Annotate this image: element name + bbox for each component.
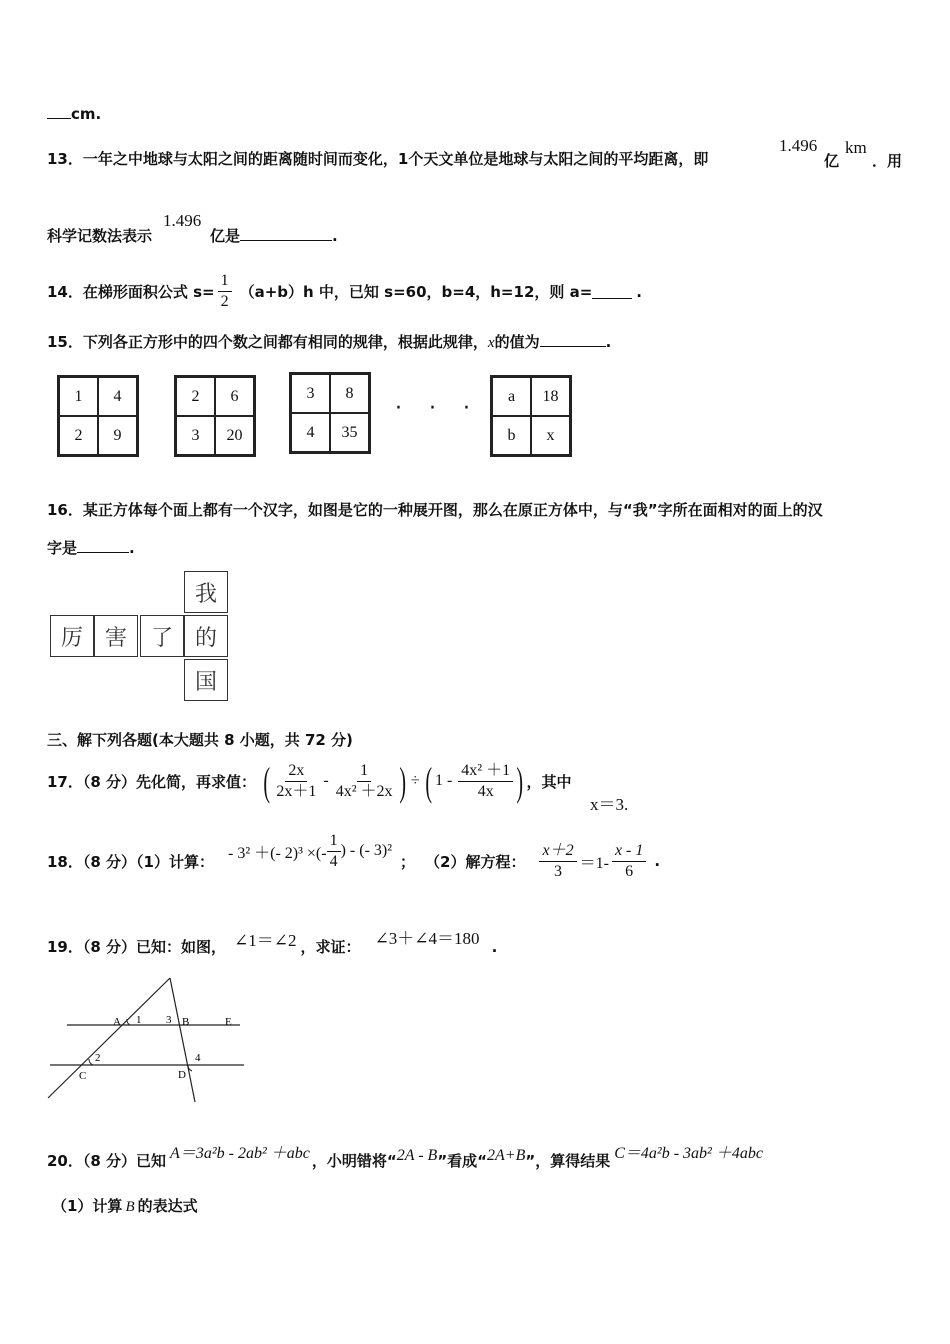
transversal-bd: [170, 978, 195, 1102]
number-square-2: 2 6 3 20: [174, 375, 256, 457]
label-a: A: [113, 1016, 121, 1028]
label-d: D: [178, 1069, 186, 1081]
transversal-ac: [48, 978, 170, 1098]
q16-line2: 字是 .: [47, 539, 135, 557]
q13-tail: ．用: [872, 152, 903, 170]
q13-line1: 13．一年之中地球与太阳之间的距离随时间而变化，1个天文单位是地球与太阳之间的平均距离，即: [47, 150, 709, 168]
q20-sub1: （1）计算 B 的表达式: [52, 1197, 198, 1215]
q15: 15．下列各正方形中的四个数之间都有相同的规律，根据此规律，x的值为 .: [47, 333, 612, 351]
q20: 20．（8 分）已知 A＝3a²b - 2ab² ＋abc ，小明错将“ 2A - B ”看成“ 2A+B ”，算得结果 C＝4a²b - 3ab² ＋4abc: [47, 1145, 763, 1170]
cube-face-li: 厉: [50, 615, 94, 657]
number-square-4: a 18 b x: [490, 375, 572, 457]
q13-line2b: 亿是 .: [210, 227, 338, 245]
q19: 19．（8 分）已知：如图， ∠1＝∠2 ，求证： ∠3＋∠4＝180 .: [47, 929, 498, 956]
label-2: 2: [95, 1052, 101, 1064]
label-1: 1: [136, 1014, 142, 1026]
section-3-title: 三、解下列各题(本大题共 8 小题，共 72 分): [47, 731, 353, 749]
angle-1-arc: [127, 1019, 130, 1025]
q13-yi: 亿: [824, 152, 840, 170]
label-e: E: [225, 1016, 232, 1028]
q13-num: 1.496: [779, 136, 818, 155]
answer-blank: [240, 226, 332, 241]
label-b: B: [182, 1016, 190, 1028]
answer-blank: [592, 284, 632, 299]
number-square-1: 1 4 2 9: [57, 375, 139, 457]
q17: 17．（8 分）先化简，再求值： ( $\frac{2x}{2x+1}$ - $\frac{1}{\text{4x² ＋2x}}$ ) ÷ ( 1 - $\frac{\text{4x² ＋1}}{4x}$ ) ，其中: [47, 758, 572, 804]
answer-blank: [77, 538, 129, 553]
q14: 14．在梯形面积公式 s= $\frac{1}{2}$ （a+b）h 中，已知 s=60，b=4，h=12，则 a= .: [47, 272, 642, 310]
answer-blank: [540, 332, 606, 347]
q18-equation: $\frac{x+2}{3}$ ＝1- $\frac{x - 1}{6}$: [539, 841, 646, 882]
q12-tail: cm.: [47, 104, 101, 123]
answer-blank: [47, 104, 71, 119]
q13-unit: km: [845, 138, 867, 157]
angle-2-arc: [89, 1059, 93, 1065]
number-square-3: 3 8 4 35: [289, 372, 371, 454]
cube-face-le: 了: [140, 615, 184, 657]
q14-fraction: $\frac{1}{2}$: [218, 271, 232, 312]
q18: 18．（8 分）（1）计算： - 3² ＋(- 2)³ ×(- $\frac{1}{4}$ ) - (- 3)² ； （2）解方程： $\frac{x+2}{3}$ ＝1- $\frac{x - 1}{6}$ .: [47, 831, 661, 880]
cube-face-hai: 害: [94, 615, 138, 657]
q18-expression: - 3² ＋(- 2)³ ×(- $\frac{1}{4}$ ) - (- 3)²: [227, 831, 393, 870]
label-c: C: [79, 1070, 87, 1082]
cube-face-guo: 国: [184, 659, 228, 701]
q17-condition: x＝3.: [590, 795, 629, 814]
q17-expression: ( $\frac{2x}{2x+1}$ - $\frac{1}{\text{4x² ＋2x}}$ ) ÷ ( 1 - $\frac{\text{4x² ＋1}}{4x}$ ): [263, 758, 524, 804]
label-4: 4: [195, 1052, 201, 1064]
ellipsis-dots: · · ·: [395, 396, 480, 421]
cube-face-de: 的: [184, 615, 228, 657]
label-3: 3: [166, 1014, 172, 1026]
q13-num2: 1.496: [163, 211, 202, 230]
q16-line1: 16．某正方体每个面上都有一个汉字，如图是它的一种展开图，那么在原正方体中，与“我”字所在面相对的面上的汉: [47, 501, 823, 519]
q13-line2: 科学记数法表示: [47, 227, 153, 245]
cube-face-wo: 我: [184, 571, 228, 613]
parallel-lines-figure: [40, 970, 260, 1105]
